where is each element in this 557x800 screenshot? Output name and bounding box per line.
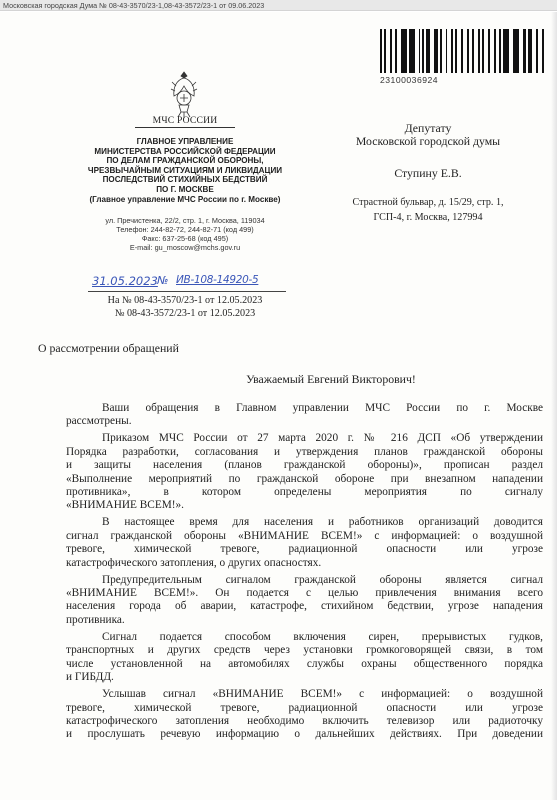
paragraph-line: и прослушать речевую информацию о дальнейших действиях. При доведении	[66, 728, 543, 741]
paragraph	[66, 432, 543, 512]
barcode-bar	[544, 29, 548, 73]
paragraph	[66, 402, 543, 429]
sender-email: E-mail: gu_moscow@mchs.gov.ru	[129, 243, 241, 253]
paragraph-line: Услышав сигнал «ВНИМАНИЕ ВСЕМ!» с информацией: о воздушной	[102, 688, 543, 701]
sender-address: ул. Пречистенка, 22/2, стр. 1, г. Москва, 119034	[105, 216, 265, 225]
paragraph-line: Ваши обращения в Главном управлении МЧС России по г. Москве	[102, 402, 543, 414]
paragraph-line: тревоге, химической тревоге, радиационной опасности или угрозе	[66, 701, 543, 714]
recipient-title	[318, 122, 538, 148]
outgoing-date-handwritten: 31.05.2023	[92, 274, 158, 288]
recipient-line: Московской городской думы	[355, 134, 501, 148]
letter-body	[66, 402, 543, 745]
paragraph-line: числе установленной на автомобилях службы охраны общественного порядка	[66, 657, 543, 670]
recipient-line: Депутату	[404, 121, 452, 135]
letter-page	[0, 12, 557, 800]
recipient-name: Ступину Е.В.	[394, 166, 462, 180]
document-header-bar	[0, 0, 557, 11]
letter-subject: О рассмотрении обращений	[38, 341, 179, 355]
paragraph-line: и защиты населения (планов гражданской обороны)», прописан раздел	[66, 459, 543, 472]
paragraph-line: транспортных и других средств через установки громкоговорящей связи, в том	[66, 644, 543, 657]
barcode	[380, 29, 550, 85]
recipient-address-line: ГСП-4, г. Москва, 127994	[373, 211, 483, 223]
paragraph	[66, 516, 543, 570]
paragraph-line: Сигнал подается способом включения сирен, прерывистых гудков,	[102, 630, 543, 643]
paragraph-line: Порядка разработки, согласования и утверждения планов гражданской обороны	[66, 445, 543, 458]
paragraph	[66, 574, 543, 628]
reference-line: № 08-43-3572/23-1 от 12.05.2023	[114, 307, 256, 319]
sender-phone: Телефон: 244-82-72, 244-82-71 (код 499)	[116, 225, 254, 235]
paragraph	[66, 688, 543, 742]
registration-stamp-text: Московская городская Дума № 08-43-3570/23-1,08-43-3572/23-1 от 09.06.2023	[3, 1, 265, 10]
sender-org-name	[60, 137, 310, 204]
reference-line: На № 08-43-3570/23-1 от 12.05.2023	[107, 295, 263, 306]
paragraph-line: Предупредительным сигналом гражданской обороны является сигнал	[102, 573, 543, 586]
paragraph-line: противника.	[66, 613, 125, 626]
org-abbreviation: (Главное управление МЧС России по г. Москве)	[89, 194, 281, 204]
org-line: ГЛАВНОЕ УПРАВЛЕНИЕ	[136, 137, 234, 146]
recipient-address-line: Страстной бульвар, д. 15/29, стр. 1,	[352, 197, 504, 208]
org-line: ПОСЛЕДСТВИЙ СТИХИЙНЫХ БЕДСТВИЙ	[102, 175, 268, 185]
paragraph-line: рассмотрены.	[66, 415, 132, 428]
barcode-number: 23100036924	[380, 75, 439, 85]
paragraph-line: и ГИБДД.	[66, 671, 114, 684]
org-line: ПО Г. МОСКВЕ	[156, 184, 214, 194]
sender-contacts	[60, 216, 310, 252]
org-line: ПО ДЕЛАМ ГРАЖДАНСКОЙ ОБОРОНЫ,	[106, 156, 264, 166]
org-line: МИНИСТЕРСТВА РОССИЙСКОЙ ФЕДЕРАЦИИ	[94, 146, 276, 156]
org-line: ЧРЕЗВЫЧАЙНЫМ СИТУАЦИЯМ И ЛИКВИДАЦИИ	[87, 165, 283, 175]
paragraph-line: сигнал гражданской обороны «ВНИМАНИЕ ВСЕМ!» с информацией: о воздушной	[66, 529, 543, 542]
paragraph-line: «Выполнение мероприятий по гражданской обороне при внезапном нападении	[66, 472, 543, 485]
number-sign: №	[157, 274, 169, 287]
barcode-bars	[380, 29, 550, 73]
paragraph	[66, 631, 543, 685]
paragraph-line: Приказом МЧС России от 27 марта 2020 г. № 216 ДСП «Об утверждении	[102, 432, 543, 445]
paragraph-line: «ВНИМАНИЕ ВСЕМ!».	[66, 499, 184, 512]
paragraph-line: населения города об аварии, катастрофе, стихийном бедствии, угрозе нападения	[66, 600, 543, 613]
letter-salutation: Уважаемый Евгений Викторович!	[246, 372, 416, 386]
reference-numbers	[80, 295, 290, 320]
paragraph-line: В настоящее время для населения и работников организаций доводится	[102, 516, 543, 529]
paragraph-line: тревоге, химической тревоге, радиационной опасности или угрозе	[66, 543, 543, 556]
mchs-emblem-icon	[170, 68, 198, 120]
paragraph-line: противника», в котором определены мероприятия по сигналу	[66, 486, 543, 499]
sender-org-short: МЧС РОССИИ	[135, 115, 235, 128]
sender-fax: Факс: 637-25-68 (код 495)	[141, 234, 229, 244]
recipient-address	[310, 196, 546, 225]
paragraph-line: катастрофического затопления, о других опасностях.	[66, 556, 322, 569]
outgoing-number-handwritten: ИВ-108-14920-5	[176, 274, 259, 286]
paragraph-line: «ВНИМАНИЕ ВСЕМ!». Он подается с целью привлечения внимания всего	[66, 587, 543, 600]
paragraph-line: катастрофического затопления необходимо включить телевизор или радиоточку	[66, 714, 543, 727]
scan-edge-shadow	[551, 12, 557, 800]
